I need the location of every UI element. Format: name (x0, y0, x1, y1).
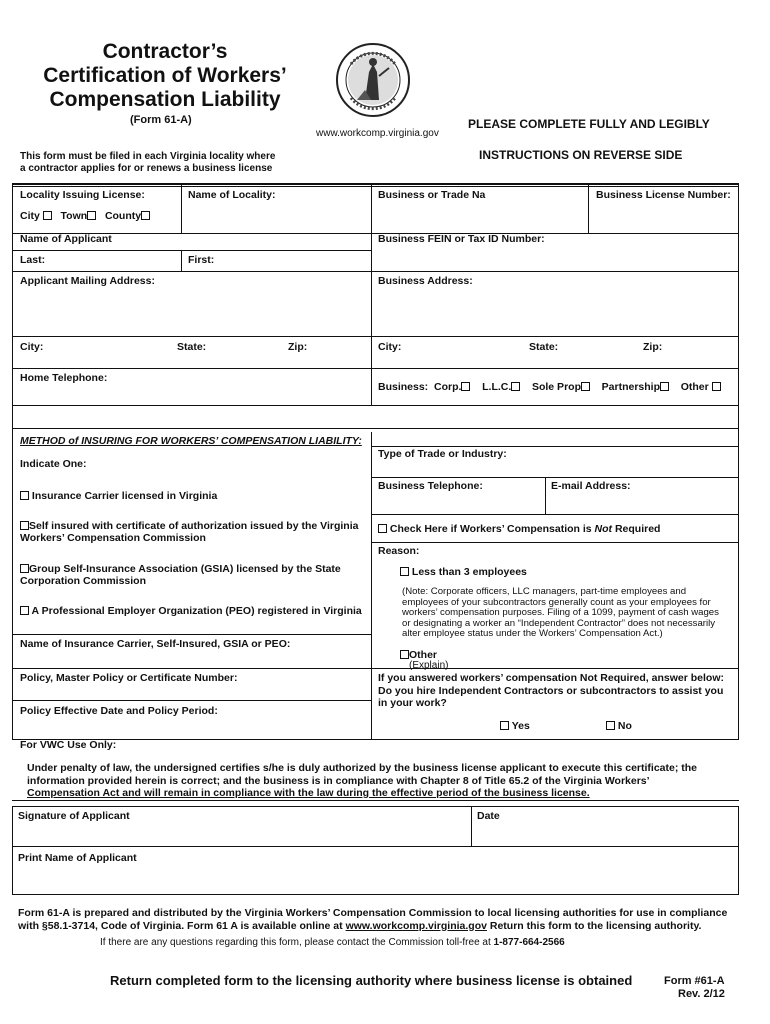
yes-label: Yes (511, 720, 530, 732)
question-line-2: Do you hire Independent Contractors or subcontractors to assist you (378, 684, 724, 697)
business-type-label: Business: (378, 381, 429, 393)
name-of-applicant-label: Name of Applicant (20, 233, 112, 245)
carrier-checkbox[interactable] (20, 491, 29, 500)
peo-checkbox[interactable] (20, 606, 29, 615)
other-business-label: Other (680, 381, 709, 393)
business-zip-label: Zip: (643, 341, 663, 353)
distribution-line-2 (18, 920, 738, 933)
self-insured-line-2: Workers’ Compensation Commission (20, 532, 206, 544)
form-id: (Form 61-A) (130, 114, 192, 126)
home-telephone-label: Home Telephone: (20, 372, 108, 384)
less-than-3-label: Less than 3 employees (411, 566, 527, 578)
not-required-option (378, 523, 660, 535)
certification-statement (27, 762, 727, 800)
gsia-checkbox[interactable] (20, 564, 29, 573)
name-of-locality-label: Name of Locality: (188, 189, 276, 201)
email-label: E-mail Address: (551, 480, 631, 492)
applicant-state-label: State: (177, 341, 207, 353)
peo-option-label: A Professional Employer Organization (PEO) registered in Virginia (31, 605, 362, 617)
yes-checkbox[interactable] (500, 721, 509, 730)
applicant-zip-label: Zip: (288, 341, 308, 353)
less-than-3-option (400, 566, 527, 578)
form-number: Form #61-A (664, 975, 725, 987)
question-line-1: If you answered workers’ compensation Not Required, answer below: (378, 672, 724, 684)
fein-label: Business FEIN or Tax ID Number: (378, 233, 545, 245)
note-line-1: (Note: Corporate officers, LLC managers, part-time employees and (402, 586, 687, 597)
name-of-carrier-label: Name of Insurance Carrier, Self-Insured, GSIA or PEO: (20, 638, 291, 650)
no-label: No (617, 720, 632, 732)
instructions-note: INSTRUCTIONS ON REVERSE SIDE (479, 148, 683, 162)
signature-label: Signature of Applicant (18, 810, 130, 822)
no-option (606, 720, 632, 732)
note-line-4: or designating a worker an “Independent Contractor” does not necessarily (402, 617, 716, 629)
gsia-line-1: Group Self-Insurance Association (GSIA) licensed by the State (29, 563, 341, 575)
employee-note (402, 587, 734, 640)
certification-line-3: Compensation Act and will remain in compliance with the law during the effective period of the business license. (27, 787, 590, 799)
policy-number-label: Policy, Master Policy or Certificate Number: (20, 672, 238, 684)
filing-instructions (20, 151, 275, 175)
not-required-checkbox[interactable] (378, 524, 387, 533)
distribution-note (18, 907, 738, 932)
distribution-line-2-post: Return this form to the licensing authority. (486, 919, 702, 932)
indicate-one-label: Indicate One: (20, 458, 87, 470)
business-type-options (378, 381, 721, 393)
business-city-label: City: (378, 341, 402, 353)
date-label: Date (477, 810, 500, 822)
not-required-emphasis: Not (594, 523, 613, 535)
question-line-3: in your work? (378, 697, 447, 709)
type-of-trade-label: Type of Trade or Industry: (378, 448, 507, 460)
not-required-post: Required (612, 523, 661, 535)
website-url: www.workcomp.virginia.gov (316, 128, 439, 139)
self-insured-checkbox[interactable] (20, 521, 29, 530)
other-reason-label: Other (409, 649, 438, 661)
explain-label: (Explain) (409, 660, 449, 671)
questions-text: If there are any questions regarding this form, please contact the Commission toll-free at (100, 937, 494, 948)
county-option-label: County (104, 210, 142, 222)
llc-label: L.L.C. (482, 381, 512, 393)
no-checkbox[interactable] (606, 721, 615, 730)
corp-checkbox[interactable] (461, 382, 470, 391)
first-name-label: First: (188, 254, 215, 266)
other-reason-checkbox[interactable] (400, 650, 409, 659)
applicant-city-label: City: (20, 341, 44, 353)
llc-checkbox[interactable] (511, 382, 520, 391)
less-than-3-checkbox[interactable] (400, 567, 409, 576)
option-carrier (20, 490, 217, 502)
note-line-5: alter employee status under the Workers’ Compensation Act.) (402, 628, 663, 640)
city-checkbox[interactable] (43, 211, 52, 220)
questions-note (100, 937, 565, 948)
town-option-label: Town (60, 210, 88, 222)
corp-label: Corp. (434, 381, 462, 393)
option-peo (20, 605, 362, 617)
form-title (20, 40, 310, 112)
note-line-2: employees of your subcontractors generally count as your employees for (402, 596, 711, 608)
other-business-checkbox[interactable] (712, 382, 721, 391)
gsia-line-2: Corporation Commission (20, 575, 147, 587)
title-line-1: Contractor’s (102, 40, 228, 63)
town-checkbox[interactable] (87, 211, 96, 220)
print-name-label: Print Name of Applicant (18, 852, 137, 864)
reason-label: Reason: (378, 545, 420, 557)
certification-line-1: Under penalty of law, the undersigned certifies s/he is duly authorized by the business license applicant to execute this certificate; the (27, 762, 698, 774)
filing-line-2: a contractor applies for or renews a business license (20, 163, 273, 174)
option-gsia (20, 563, 370, 587)
yes-option (500, 720, 530, 732)
not-required-pre: Check Here if Workers’ Compensation is (389, 523, 595, 535)
county-checkbox[interactable] (141, 211, 150, 220)
certification-line-2: information provided herein is correct; and the business is in compliance with Chapter 8 of Title 65.2 of the Virginia Workers’ (27, 774, 650, 787)
business-telephone-label: Business Telephone: (378, 480, 483, 492)
self-insured-line-1: Self insured with certificate of authorization issued by the Virginia (29, 520, 359, 532)
carrier-option-label: Insurance Carrier licensed in Virginia (31, 490, 218, 502)
distribution-line-1: Form 61-A is prepared and distributed by the Virginia Workers’ Compensation Commission to local licensing authorities for use in compliance (18, 907, 728, 919)
title-line-3: Compensation Liability (49, 88, 281, 111)
partnership-label: Partnership (601, 381, 661, 393)
phone-number: 1-877-664-2566 (493, 937, 565, 948)
policy-effective-label: Policy Effective Date and Policy Period: (20, 705, 218, 717)
last-name-label: Last: (20, 254, 46, 266)
method-heading: METHOD of INSURING FOR WORKERS’ COMPENSATION LIABILITY: (20, 435, 362, 447)
title-line-2: Certification of Workers’ (43, 64, 287, 87)
business-address-label: Business Address: (378, 275, 473, 287)
filing-line-1: This form must be filed in each Virginia locality where (20, 151, 276, 162)
sole-prop-checkbox[interactable] (581, 382, 590, 391)
note-line-3: workers’ compensation purposes. Filing of a 1099, payment of cash wages (402, 607, 719, 619)
sole-prop-label: Sole Prop (531, 381, 581, 393)
business-license-number-label: Business License Number: (596, 189, 731, 201)
locality-issuing-label: Locality Issuing License: (20, 189, 145, 201)
locality-type-options (20, 210, 150, 222)
return-instruction: Return completed form to the licensing authority where business license is obtained (110, 973, 633, 988)
mailing-address-label: Applicant Mailing Address: (20, 275, 155, 287)
city-option-label: City (20, 210, 40, 222)
business-state-label: State: (529, 341, 559, 353)
vwc-use-label: For VWC Use Only: (20, 739, 117, 751)
revision: Rev. 2/12 (678, 988, 725, 1000)
option-self-insured (20, 520, 370, 544)
website-link[interactable]: www.workcomp.virginia.gov (345, 919, 487, 932)
distribution-line-2-pre: with §58.1-3714, Code of Virginia. Form 61 A is available online at (18, 919, 346, 932)
business-name-label: Business or Trade Na (378, 189, 486, 201)
subcontractor-question (378, 672, 736, 710)
virginia-seal-icon (335, 42, 411, 118)
partnership-checkbox[interactable] (660, 382, 669, 391)
please-complete-note: PLEASE COMPLETE FULLY AND LEGIBLY (468, 117, 710, 131)
